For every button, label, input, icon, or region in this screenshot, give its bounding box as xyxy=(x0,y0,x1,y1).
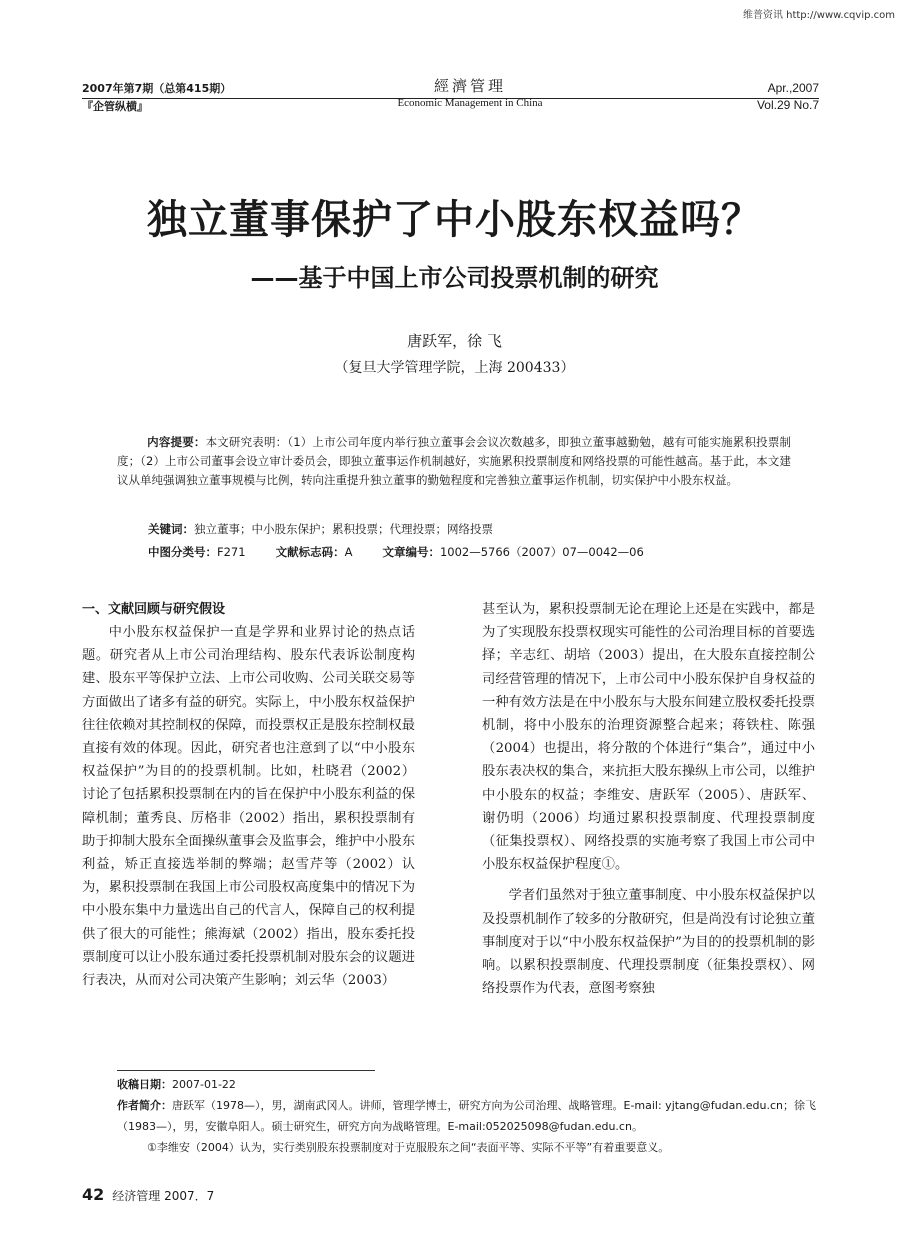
header-rule xyxy=(82,98,819,99)
article-title: 独立董事保护了中小股东权益吗？ xyxy=(147,197,762,243)
keywords-label: 关键词： xyxy=(148,522,194,536)
header-right xyxy=(757,80,819,114)
doc-code-label: 文献标志码： xyxy=(275,545,345,559)
body-paragraph: 中小股东权益保护一直是学界和业界讨论的热点话题。研究者从上市公司治理结构、股东代表诉讼制度构建、股东平等保护立法、上市公司收购、公司关联交易等方面做出了诸多有益的研究。实际上，中小股东权益保护往往依赖对其控制权的保障，而投票权正是股东控制权最直接有效的体现。因此，研究者也注意到了以“中小股东权益保护”为目的的投票机制。比如，杜晓君（2002）讨论了包括累积投票制在内的旨在保护中小股东利益的保障机制；董秀良、厉格非（2002）指出，累积投票制有助于抑制大股东全面操纵董事会及监事会，维护中小股东利益，矫正直接选举制的弊端；赵雪芹等（2002）认为，累积投票制在我国上市公司股权高度集中的情况下为中小股东集中力量选出自己的代言人，保障自己的权利提供了很大的可能性；熊海斌（2002）指出，股东委托投票制度可以让小股东通过委托投票机制对股东会的议题进行表决，从而对公司决策产生影响；刘云华（2003） xyxy=(82,625,415,989)
author-bio: 唐跃军（1978—），男，湖南武冈人。讲师，管理学博士，研究方向为公司治理、战略管理。E-mail: yjtang@fudan.edu.cn；徐飞（1983—），男，安徽阜阳人。硕士研究生，研究方向为战略管理。E-mail:052025098@fudan.edu.cn。 xyxy=(117,1099,817,1133)
body-paragraph: 学者们虽然对于独立董事制度、中小股东权益保护以及投票机制作了较多的分散研究，但是尚没有讨论独立董事制度对于以“中小股东权益保护”为目的的投票机制的影响。以累积投票制度、代理投票制度（征集投票权）、网络投票作为代表，意图考察独 xyxy=(482,888,815,997)
classification xyxy=(148,544,644,560)
doc-code: A xyxy=(344,545,353,559)
affiliation: （复旦大学管理学院，上海 200433） xyxy=(334,360,575,376)
watermark: 维普资讯 http://www.cqvip.com xyxy=(742,10,895,21)
footnotes xyxy=(117,1074,821,1158)
authors: 唐跃军，徐 飞 xyxy=(407,332,502,350)
footer-journal: 经济管理 2007．7 xyxy=(112,1189,215,1203)
article-number: 1002—5766（2007）07—0042—06 xyxy=(439,545,644,559)
journal-name-en: Economic Management in China xyxy=(397,97,543,109)
body-paragraph: 甚至认为，累积投票制无论在理论上还是在实践中，都是为了实现股东投票权现实可能性的公司治理目标的首要选择；辛志红、胡培（2003）提出，在大股东直接控制公司经营管理的情况下，上市公司中小股东保护自身权益的一种有效方法是在中小股东与大股东间建立股权委托投票机制，将中小股东的治理资源整合起来；蒋铁柱、陈强（2004）也提出，将分散的个体进行“集合”，通过中小股东表决权的集合，来抗拒大股东操纵上市公司，以维护中小股东的权益；李维安、唐跃军（2005）、唐跃军、谢仍明（2006）均通过累积投票制度、代理投票制度（征集投票权）、网络投票的实施考察了我国上市公司中小股东权益保护程度①。 xyxy=(482,602,815,873)
keywords-text: 独立董事；中小股东保护；累积投票；代理投票；网络投票 xyxy=(194,522,493,536)
bio-label: 作者简介： xyxy=(117,1099,172,1112)
received-label: 收稿日期： xyxy=(117,1078,172,1091)
abstract-label: 内容提要： xyxy=(147,435,206,449)
clc-number: F271 xyxy=(217,545,246,559)
page-footer xyxy=(82,1185,214,1204)
body-column-left xyxy=(82,598,415,992)
header-center xyxy=(300,76,640,110)
issue-date: Apr.,2007 xyxy=(767,81,819,95)
footnote-rule xyxy=(117,1070,375,1071)
article-subtitle: ——基于中国上市公司投票机制的研究 xyxy=(250,264,659,292)
received-date: 2007-01-22 xyxy=(172,1078,236,1091)
page-number: 42 xyxy=(82,1185,105,1204)
body-column-right xyxy=(482,598,815,1000)
volume-number: Vol.29 No.7 xyxy=(756,98,819,112)
article-number-label: 文章编号： xyxy=(382,545,440,559)
abstract xyxy=(117,433,791,490)
clc-label: 中图分类号： xyxy=(148,545,217,559)
journal-name-cn: 經濟管理 xyxy=(433,77,506,95)
keywords xyxy=(148,521,493,537)
column-name: 『企管纵横』 xyxy=(82,100,148,113)
section-heading: 一、文献回顾与研究假设 xyxy=(82,602,226,617)
issue-info: 2007年第7期（总第415期） xyxy=(82,82,232,95)
footnote-1: ①李维安（2004）认为，实行类别股东投票制度对于克服股东之间“表面平等、实际不平等”有着重要意义。 xyxy=(147,1141,670,1154)
abstract-text: 本文研究表明：（1）上市公司年度内举行独立董事会会议次数越多，即独立董事越勤勉，越有可能实施累积投票制度；（2）上市公司董事会设立审计委员会，即独立董事运作机制越好，实施累积投票制度和网络投票的可能性越高。基于此，本文建议从单纯强调独立董事规模与比例，转向注重提升独立董事的勤勉程度和完善独立董事运作机制，切实保护中小股东权益。 xyxy=(117,435,792,487)
